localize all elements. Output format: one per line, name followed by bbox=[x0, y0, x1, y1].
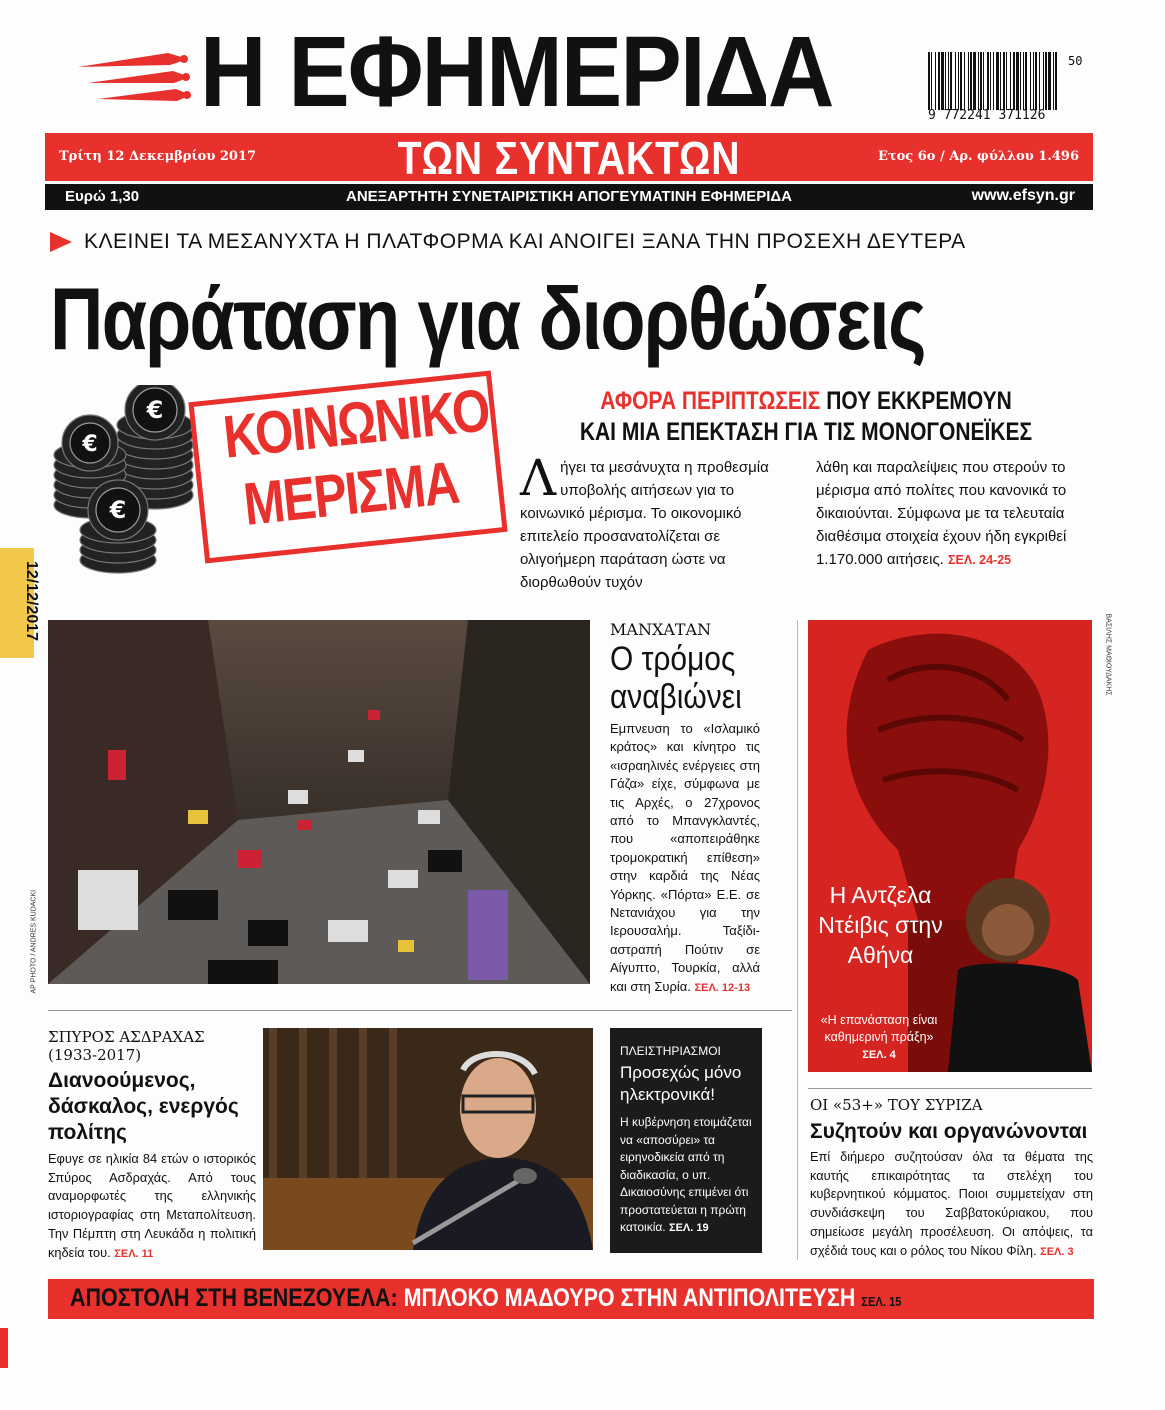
barcode-bar bbox=[950, 52, 952, 110]
stamp-line-2: ΜΕΡΙΣΜΑ bbox=[240, 448, 462, 538]
arrow-icon bbox=[50, 232, 72, 252]
barcode-bar bbox=[1010, 52, 1011, 110]
barcode-bar bbox=[973, 52, 976, 110]
barcode-bar bbox=[1035, 52, 1037, 110]
syriza-body bbox=[810, 1148, 1093, 1261]
manhattan-body bbox=[610, 720, 760, 997]
asdrachas-kicker: ΣΠΥΡΟΣ ΑΣΔΡΑΧΑΣ bbox=[48, 1028, 205, 1046]
barcode-bar bbox=[993, 52, 994, 110]
asdrachas-photo bbox=[263, 1028, 593, 1250]
syriza-headline: Συζητούν και οργανώνονται bbox=[810, 1120, 1088, 1143]
masthead-title: Η ΕΦΗΜΕΡΙΔΑ bbox=[200, 16, 833, 128]
barcode-bar bbox=[964, 52, 965, 110]
barcode-bar bbox=[1039, 52, 1040, 110]
euro-coins-illustration bbox=[50, 385, 200, 575]
auctions-pages: ΣΕΛ. 19 bbox=[668, 1222, 709, 1234]
price: Ευρώ 1,30 bbox=[65, 188, 140, 205]
lead-text-1: ήγει τα μεσάνυχτα η προθεσμία υποβολής αιτήσεων για το κοινωνικό μέρισμα. Το οικονομικό επιτελείο προσανατολίζεται σε ολιγοήμερη παράταση ώστε να διορθωθούν τυχόν bbox=[520, 459, 769, 591]
barcode-bar bbox=[1016, 52, 1019, 110]
svg-text:€: € bbox=[109, 496, 127, 524]
asdrachas-pages: ΣΕΛ. 11 bbox=[114, 1247, 154, 1260]
lead-subhead-black: ΠΟΥ ΕΚΚΡΕΜΟΥΝ bbox=[826, 387, 1012, 415]
barcode-bar bbox=[1000, 52, 1001, 110]
lead-body-col1 bbox=[520, 449, 798, 594]
manhattan-photo bbox=[48, 620, 590, 984]
barcode-bar bbox=[1006, 52, 1007, 110]
asdrachas-text: Εφυγε σε ηλικία 84 ετών ο ιστορικός Σπύρος Ασδραχάς. Από τους αναμορφωτές της ελληνικής ιστοριογραφίας στη Μεταπολίτευση. Την Πέμπτη στη Λευκάδα η πολιτική κηδεία του. bbox=[48, 1151, 256, 1260]
divider-h1 bbox=[48, 1010, 792, 1011]
website-link[interactable]: www.efsyn.gr bbox=[971, 187, 1075, 204]
barcode-bar bbox=[970, 52, 972, 110]
manhattan-text: Εμπνευση το «Ισλαμικό κράτος» και κίνητρο τις «ισραηλινές ενέργειες στη Γάζα» είχε, σύμφωνα με τις Αρχές, ο 27χρονος από το Μπανγκλαντές, που «αποπειράθηκε τρομοκρατική επίθεση» στην καρδιά της Νέας Υόρκης. «Πόρτα» Ε.Ε. σε Νετανιάχου για την Ιερουσαλήμ. Ταξίδι-αστραπή Πούτιν σε Αίγυπτο, Τουρκία, αλλά και στη Συρία. bbox=[610, 721, 760, 994]
barcode-bar bbox=[931, 52, 932, 110]
lead-body-col2 bbox=[816, 456, 1094, 572]
manhattan-pages: ΣΕΛ. 12-13 bbox=[694, 981, 751, 994]
masthead-red-bar bbox=[45, 132, 1093, 184]
davis-pages: ΣΕΛ. 4 bbox=[862, 1049, 896, 1061]
barcode-bar bbox=[990, 52, 991, 110]
auctions-headline: Προσεχώς μόνο ηλεκτρονικά! bbox=[620, 1063, 742, 1104]
barcode-bar bbox=[1030, 52, 1031, 110]
manhattan-kicker: ΜΑΝΧΑΤΑΝ bbox=[610, 620, 712, 639]
divider-v1 bbox=[797, 620, 798, 1260]
syriza-pages: ΣΕΛ. 3 bbox=[1040, 1245, 1074, 1258]
lead-subhead bbox=[520, 386, 1092, 448]
auctions-text: Η κυβέρνηση ετοιμάζεται να «αποσύρει» τα ειρηνοδικεία από τη διαδικασία, ο υπ. Δικαιοσύνης επιμένει ότι προστατεύεται η πρώτη κατοικία. bbox=[620, 1115, 752, 1234]
bottom-banner bbox=[48, 1279, 1094, 1319]
pen-logo bbox=[78, 45, 193, 115]
barcode-bar bbox=[983, 52, 984, 110]
barcode-bar bbox=[1045, 52, 1047, 110]
lead-subhead-red: ΑΦΟΡΑ ΠΕΡΙΠΤΩΣΕΙΣ bbox=[600, 387, 821, 415]
barcode-bar bbox=[945, 52, 946, 110]
lead-headline: Παράταση για διορθώσεις bbox=[50, 269, 925, 368]
barcode-bar bbox=[1033, 52, 1034, 110]
svg-text:€: € bbox=[146, 396, 164, 424]
auctions-kicker: ΠΛΕΙΣΤΗΡΙΑΣΜΟΙ bbox=[620, 1044, 721, 1058]
davis-quote bbox=[818, 1012, 940, 1064]
lead-pages: ΣΕΛ. 24-25 bbox=[948, 553, 1012, 567]
masthead-black-bar bbox=[45, 184, 1093, 210]
barcode-bar bbox=[1055, 52, 1057, 110]
stamp-line-1: ΚΟΙΝΩΝΙΚΟ bbox=[220, 376, 492, 471]
barcode-bar bbox=[1013, 52, 1015, 110]
barcode-bar bbox=[928, 52, 930, 110]
barcode-bar bbox=[958, 52, 959, 110]
stamp bbox=[188, 371, 507, 564]
barcode-bar bbox=[955, 52, 956, 110]
asdrachas-years: (1933-2017) bbox=[48, 1046, 142, 1064]
banner-black: ΑΠΟΣΤΟΛΗ ΣΤΗ ΒΕΝΕΖΟΥΕΛΑ: bbox=[70, 1284, 398, 1312]
left-edge-mark bbox=[0, 1328, 8, 1368]
barcode-bar bbox=[960, 52, 962, 110]
barcode bbox=[928, 52, 1090, 122]
side-date: 12/12/2017 bbox=[23, 560, 40, 642]
barcode-bar bbox=[948, 52, 949, 110]
auctions-body bbox=[620, 1114, 756, 1238]
davis-photo-credit: ΒΑΣΙΛΗΣ ΜΑΘΙΟΥΔΑΚΗΣ bbox=[1104, 613, 1112, 696]
asdrachas-body bbox=[48, 1150, 256, 1263]
manhattan-headline: Ο τρόμος αναβιώνει bbox=[610, 640, 742, 716]
banner-pages: ΣΕΛ. 15 bbox=[861, 1294, 902, 1309]
davis-photo bbox=[808, 620, 1092, 1072]
masthead-subtitle: ΤΩΝ ΣΥΝΤΑΚΤΩΝ bbox=[397, 132, 741, 184]
barcode-bar bbox=[980, 52, 982, 110]
barcode-bar bbox=[1043, 52, 1044, 110]
divider-h2 bbox=[808, 1088, 1092, 1089]
syriza-text: Επί διήμερο συζητούσαν όλα τα θέματα της καυτής επικαιρότητας τα στελέχη του κυβερνητικού κόμματος. Ποιοι συμμετείχαν στη συνδιάσκεψη του Σαββατοκύριακου, που σημείωσε μεγάλη προσέλευση. Οι απόψεις, τα σχέδιά τους και ο ρόλος του Νίκου Φίλη. bbox=[810, 1149, 1093, 1258]
barcode-bar bbox=[938, 52, 940, 110]
lead-dropcap: Λ bbox=[520, 449, 557, 507]
davis-headline: Η Αντζελα Ντέιβις στην Αθήνα bbox=[818, 882, 943, 968]
barcode-number: 9 772241 371126 bbox=[928, 108, 1046, 123]
masthead-issue: Ετος 6ο / Αρ. φύλλου 1.496 bbox=[877, 149, 1079, 164]
tagline: ΑΝΕΞΑΡΤΗΤΗ ΣΥΝΕΤΑΙΡΙΣΤΙΚΗ ΑΠΟΓΕΥΜΑΤΙΝΗ ΕΦΗΜΕΡΙΔΑ bbox=[345, 188, 793, 205]
auctions-box bbox=[610, 1028, 762, 1253]
barcode-bar bbox=[996, 52, 999, 110]
barcode-bar bbox=[1025, 52, 1027, 110]
barcode-bar bbox=[941, 52, 944, 110]
barcode-bar bbox=[1020, 52, 1021, 110]
banner-white: ΜΠΛΟΚΟ ΜΑΔΟΥΡΟ ΣΤΗΝ ΑΝΤΙΠΟΛΙΤΕΥΣΗ bbox=[403, 1284, 856, 1312]
barcode-bar bbox=[978, 52, 979, 110]
asdrachas-headline: Διανοούμενος, δάσκαλος, ενεργός πολίτης bbox=[48, 1069, 239, 1144]
syriza-kicker: ΟΙ «53+» ΤΟΥ ΣΥΡΙΖΑ bbox=[810, 1096, 983, 1114]
davis-quote-text: «Η επανάσταση είναι καθημερινή πράξη» bbox=[820, 1013, 938, 1044]
barcode-bar bbox=[935, 52, 936, 110]
barcode-bar bbox=[987, 52, 989, 110]
barcode-bar bbox=[1003, 52, 1005, 110]
masthead-date: Τρίτη 12 Δεκεμβρίου 2017 bbox=[59, 149, 257, 164]
barcode-bar bbox=[1048, 52, 1051, 110]
svg-text:€: € bbox=[82, 432, 98, 457]
barcode-bar bbox=[1053, 52, 1054, 110]
lead-subhead-line2: ΚΑΙ ΜΙΑ ΕΠΕΚΤΑΣΗ ΓΙΑ ΤΙΣ ΜΟΝΟΓΟΝΕΪΚΕΣ bbox=[579, 418, 1033, 446]
barcode-bar bbox=[1023, 52, 1024, 110]
barcode-bar bbox=[968, 52, 969, 110]
barcode-addon: 50 bbox=[1068, 54, 1083, 68]
lead-text-2: λάθη και παραλείψεις που στερούν το μέρισμα από πολίτες που κανονικά το δικαιούνται. Σύμφωνα με τα τελευταία διαθέσιμα στοιχεία έχουν ήδη εγκριθεί 1.170.000 αιτήσεις. bbox=[816, 459, 1067, 568]
lead-kicker: ΚΛΕΙΝΕΙ ΤΑ ΜΕΣΑΝΥΧΤΑ Η ΠΛΑΤΦΟΡΜΑ ΚΑΙ ΑΝΟΙΓΕΙ ΞΑΝΑ ΤΗΝ ΠΡΟΣΕΧΗ ΔΕΥΤΕΡΑ bbox=[84, 230, 966, 253]
manhattan-photo-credit: AP PHOTO / ANDRES KUDACKI bbox=[30, 889, 38, 994]
